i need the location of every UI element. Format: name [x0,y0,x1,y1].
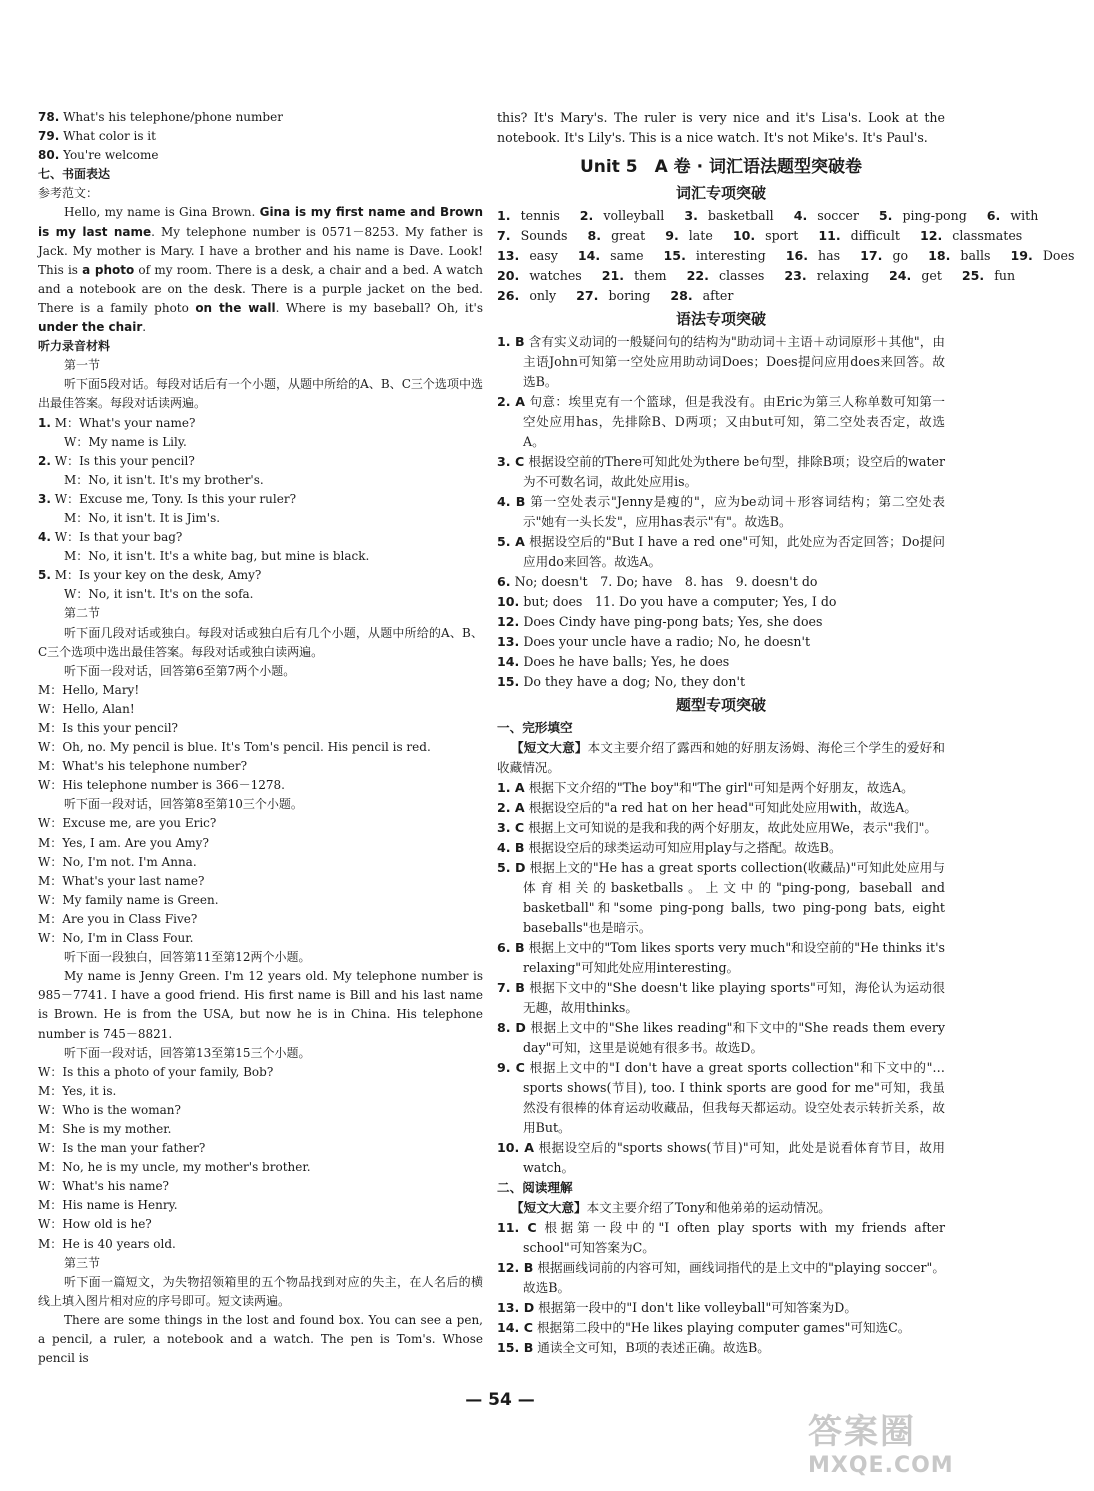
item-text: get [921,268,942,283]
cloze-item [497,838,945,858]
item-number: 7. [497,228,511,243]
item-number: 6. B [497,940,525,955]
item-number: 25. [961,268,985,283]
dialog-line: W：No, I'm in Class Four. [38,931,194,946]
grammar-item [497,332,945,392]
item-number: 9. [665,228,679,243]
item-text: 根据下文介绍的"The boy"和"The girl"可知是两个好朋友，故选A。 [524,780,914,795]
dialog-line: M：Yes, I am. Are you Amy? [38,835,209,850]
vocab-item [588,226,656,246]
dialog-line: M：No, it isn't. It is Jim's. [64,510,221,525]
item-text: watches [529,268,582,283]
item-text: after [702,288,734,303]
dialog-line: M：His name is Henry. [38,1198,178,1213]
essay-highlight: under the chair [38,320,143,335]
dialog-line: M：She is my mother. [38,1121,172,1136]
answer-item [38,146,483,165]
item-number: 4. B [497,840,525,855]
item-number: 28. [670,288,693,303]
vocab-item [733,226,809,246]
cloze-item [497,1018,945,1058]
dialog-line: W：Who is the woman? [38,1102,181,1117]
item-number: 5. [38,568,51,583]
item-text: great [611,228,646,243]
item-number: 80. [38,148,60,163]
dialog-line: W：No, it isn't. It's on the sofa. [64,587,254,602]
item-number: 5. D [497,860,526,875]
item-number: 9. C [497,1060,525,1075]
item-text: 根据设空后的"a red hat on her head"可知此处应用with，故选A。 [524,800,918,815]
cloze-item [497,798,945,818]
item-text: Does [1042,248,1075,263]
vocab-item [1011,246,1085,266]
item-number: 13. [497,634,520,649]
item-text: 根据第一段中的"I don't like volleyball"可知答案为D。 [534,1300,857,1315]
item-number: 79. [38,129,60,144]
item-text: relaxing [816,268,870,283]
item-number: 4. [793,208,808,223]
item-number: 3. C [497,820,525,835]
subsection-title: 第三节 [64,1255,101,1270]
watermark-logo [808,1404,988,1484]
item-text: classmates [952,228,1023,243]
dialog-line [38,414,483,433]
essay-text: . Where is my baseball? Oh, it's [275,300,483,315]
grammar-item [497,572,945,592]
grammar-item [497,392,945,452]
watermark-text: 答案圈 [808,1412,916,1452]
instructions: 听下面5段对话。每段对话后有一个小题，从题中所给的A、B、C三个选项中选出最佳答案。每段对话读两遍。 [38,377,483,411]
item-text: late [688,228,713,243]
vocab-item [786,246,850,266]
passage-text: There are some things in the lost and found box. You can see a pen, a pencil, a ruler, a notebook and a watch. The pen is Tom's. Whose pencil is [38,1312,483,1366]
item-text: Does Cindy have ping-pong bats; Yes, she does [519,614,823,629]
item-text: What color is it [59,129,156,144]
item-text: ping-pong [902,208,967,223]
dialog-line: W：What's his name? [38,1179,169,1194]
item-text: Do they have a dog; No, they don't [519,674,746,689]
dialog-line: M：No, he is my uncle, my mother's brother. [38,1160,311,1175]
instructions: 听下面一段对话，回答第6至第7两个小题。 [64,663,296,678]
cloze-item [497,1138,945,1178]
item-text: volleyball [603,208,665,223]
item-number: 15. B [497,1340,534,1355]
vocab-item [664,246,776,266]
item-number: 1. [497,208,511,223]
item-number: 2. A [497,800,525,815]
dialog-line: W：His telephone number is 366－1278. [38,778,285,793]
item-number: 20. [497,268,520,283]
summary-text: 本文主要介绍了Tony和他弟弟的运动情况。 [586,1200,831,1215]
item-text: but; does 11. Do you have a computer; Yes, I do [519,594,837,609]
item-text: W：Excuse me, Tony. Is this your ruler? [50,491,297,506]
essay-text: . My telephone number is 0571－8253. My father is Jack. My mother is Mary. I have a brother and his name is Dave. Look! This is [38,224,483,277]
instructions: 听下面一段对话，回答第8至第10三个小题。 [64,797,303,812]
item-text: You're welcome [59,148,159,163]
vocab-item [576,286,660,306]
item-number: 7. B [497,980,525,995]
item-text: balls [960,248,991,263]
grammar-item [497,672,945,692]
item-text: sport [765,228,799,243]
item-text: 根据画线词前的内容可知，画线词指代的是上文中的"playing soccer"。故选B。 [523,1260,945,1295]
essay-text: of my room. There is a desk, a chair and a bed. A watch and a notebook are on the desk. There is a purple jacket on the bed. There is a family photo [38,262,484,315]
grammar-item [497,532,945,572]
item-number: 4. B [497,494,526,509]
instructions: 听下面一段独白，回答第11至第12两个小题。 [64,950,311,965]
vocab-item [794,206,869,226]
dialog-line: W：No, I'm not. I'm Anna. [38,854,197,869]
item-number: 16. [785,248,809,263]
dialog-line: M：Hello, Mary! [38,682,140,697]
item-number: 8. [587,228,602,243]
item-text: 根据上文可知说的是我和我的两个好朋友，故此处应用We，表示"我们"。 [524,820,937,835]
item-text: classes [718,268,765,283]
item-number: 10. A [497,1140,534,1155]
item-text: 通读全文可知，B项的表述正确。故选B。 [533,1340,770,1355]
dialog-line [38,566,483,585]
item-text: 根据上文的"He has a great sports collection(收藏品)"可知此处应用与体育相关的basketballs。上文中的"ping-pong, baseball and basketball"和"some ping-pong balls, two ping-pong bats, eight baseballs"也是暗示。 [523,860,945,935]
item-number: 18. [928,248,951,263]
item-number: 21. [601,268,625,283]
item-number: 1. A [497,780,525,795]
vocab-item [684,206,783,226]
page-number: — 54 — [465,1390,535,1410]
vocab-item [665,226,723,246]
item-text: W：Is this your pencil? [50,453,195,468]
summary-label: 【短文大意】 [511,740,588,755]
vocab-item [962,266,1025,286]
item-number: 17. [860,248,883,263]
essay-highlight: a photo [82,262,135,277]
item-text: same [610,248,644,263]
item-text: 根据第一段中的"I often play sports with my friends after school"可知答案为C。 [523,1220,946,1255]
grammar-item [497,452,945,492]
cloze-item [497,778,945,798]
vocab-row [497,266,1016,286]
subsection-title: 第一节 [64,358,101,373]
vocab-item [784,266,879,286]
item-number: 8. D [497,1020,526,1035]
essay-highlight: Gina is my first name and Brown is my last name [38,205,483,239]
item-number: 12. [497,614,520,629]
dialog-line: M：He is 40 years old. [38,1236,176,1251]
dialog-line: W：Is the man your father? [38,1141,206,1156]
summary-label: 【短文大意】 [511,1200,587,1215]
grammar-item [497,492,945,532]
item-number: 13. [497,248,520,263]
item-text: 根据设空前的There可知此处为there be句型，排除B项；设空后的water为不可数名词，故此处应用is。 [523,454,945,489]
item-number: 19. [1010,248,1033,263]
item-number: 5. [878,208,893,223]
item-text: 根据第二段中的"He likes playing computer games"可知选C。 [532,1320,911,1335]
dialog-line: M：No, it isn't. It's my brother's. [64,472,264,487]
item-number: 78. [38,110,60,124]
vocab-item [497,226,578,246]
section-title: 语法专项突破 [675,310,766,328]
item-text: soccer [817,208,859,223]
item-text: go [892,248,909,263]
left-column [38,108,483,1368]
dialog-line: W：My family name is Green. [38,892,219,907]
vocab-item [818,226,910,246]
reading-item [497,1298,945,1318]
vocab-item [580,206,675,226]
vocab-item [920,226,1032,246]
summary [497,1198,945,1218]
summary [497,738,945,778]
item-text: boring [608,288,651,303]
item-text: 含有实义动词的一般疑问句的结构为"助动词＋主语＋动词原形＋其他"，由主语John可知第一空处应用助动词Does；Does提问应用does来回答。故选B。 [523,334,946,389]
vocab-item [889,266,952,286]
item-text: What's his telephone/phone number [59,110,283,124]
dialog-line: W：My name is Lily. [64,434,187,449]
dialog-line: M：Are you in Class Five? [38,911,198,926]
item-number: 5. A [497,534,525,549]
grammar-item [497,652,945,672]
vocab-item [670,286,743,306]
item-text: fun [994,268,1016,283]
item-number: 26. [497,288,520,303]
item-number: 11. [818,228,841,243]
section-title: 题型专项突破 [675,696,766,714]
item-number: 1. [38,415,51,430]
cloze-item [497,858,945,938]
grammar-item [497,632,945,652]
dialog-line: M：Yes, it is. [38,1083,117,1098]
dialog-line [38,452,483,471]
grammar-item [497,592,945,612]
vocab-item [879,206,977,226]
cloze-item [497,938,945,978]
answer-item [38,108,483,127]
item-text: M：Is your key on the desk, Amy? [50,568,262,583]
vocab-item [578,246,654,266]
item-number: 14. C [497,1320,533,1335]
instructions: 听下面几段对话或独白。每段对话或独白后有几个小题，从题中所给的A、B、C三个选项中选出最佳答案。每段对话或独白读两遍。 [38,625,483,659]
item-number: 12. B [497,1260,534,1275]
item-number: 3. [684,208,698,223]
item-number: 2. [579,208,594,223]
reading-item [497,1258,945,1298]
item-text: difficult [850,228,900,243]
instructions: 听下面一篇短文，为失物招领箱里的五个物品找到对应的失主，在人名后的横线上填入图片相对应的序号即可。短文读两遍。 [38,1274,483,1308]
item-number: 15. [663,248,686,263]
dialog-line [38,528,483,547]
item-number: 23. [784,268,807,283]
essay-text: . [142,320,147,335]
item-number: 14. [497,654,520,669]
essay-paragraph [38,203,483,337]
sample-label: 参考范文： [38,186,99,201]
item-number: 3. [38,491,51,506]
vocab-row [497,206,1039,226]
item-text: with [1010,208,1039,223]
item-number: 15. [497,674,520,689]
right-column [497,108,1075,1358]
dialog-line: M：What's your last name? [38,873,205,888]
vocab-row [497,246,1075,266]
item-text: 根据上文中的"I don't have a great sports collection"和下文中的"… sports shows(节目), too. I think sports are good for me"可知，我虽然没有很棒的体育运动收藏品，但我每天都运动。设空处表示转折关系，故用But。 [523,1060,945,1135]
item-text: 根据设空后的"sports shows(节目)"可知，此处是说看体育节目，故用watch。 [523,1140,946,1175]
item-number: 1. B [497,334,525,349]
item-text: 根据上文中的"Tom likes sports very much"和设空前的"He thinks it's relaxing"可知此处应用interesting。 [523,940,946,975]
item-text: interesting [695,248,766,263]
item-text: Does he have balls; Yes, he does [519,654,730,669]
item-number: 2. A [497,394,526,409]
item-text: No; doesn't 7. Do; have 8. has 9. doesn't do [510,574,818,589]
item-number: 27. [576,288,599,303]
item-text: 句意：埃里克有一个篮球，但是我没有。由Eric为第三人称单数可知第一空处应用has，先排除B、D两项；又由but可知，第二空处表否定，故选A。 [523,394,945,449]
cloze-item [497,1058,945,1138]
item-text: 根据设空后的"But I have a red one"可知，此处应为否定回答；Do提问应用do来回答。故选A。 [523,534,946,569]
vocab-item [928,246,1000,266]
item-text: basketball [707,208,774,223]
dialog-line: W：How old is he? [38,1217,152,1232]
section-heading: 一、完形填空 [497,720,573,735]
item-number: 6. [497,574,511,589]
unit-title: Unit 5 A 卷 · 词汇语法题型突破卷 [580,157,862,177]
summary-text: 本文主要介绍了露西和她的好朋友汤姆、海伦三个学生的爱好和收藏情况。 [497,740,946,775]
reading-item [497,1318,945,1338]
monologue-text: My name is Jenny Green. I'm 12 years old. My telephone number is 985－7741. I have a good friend. His first name is Bill and his last name is Brown. He is from the USA, but now he is in China. His telephone number is 745－8821. [38,969,483,1041]
vocab-item [497,286,566,306]
vocab-item [860,246,918,266]
vocab-item [497,266,592,286]
item-number: 14. [577,248,601,263]
item-text: 第一空处表示"Jenny是瘦的"，应为be动词＋形容词结构；第二空处表示"她有一头长发"，应用has表示"有"。故选B。 [523,494,945,529]
item-text: Sounds [520,228,568,243]
item-number: 12. [919,228,943,243]
dialog-line: W：Excuse me, are you Eric? [38,816,217,831]
item-number: 10. [497,594,520,609]
item-text: 根据上文中的"She likes reading"和下文中的"She reads them every day"可知，这里是说她有很多书。故选D。 [523,1020,945,1055]
grammar-item [497,612,945,632]
item-text: Does your uncle have a radio; No, he doesn't [519,634,811,649]
item-number: 4. [38,530,51,545]
item-number: 22. [686,268,709,283]
dialog-line [38,490,483,509]
item-text: them [634,268,667,283]
essay-text: Hello, my name is Gina Brown. [64,205,260,220]
item-text: easy [529,248,558,263]
item-number: 3. C [497,454,525,469]
item-text: tennis [520,208,560,223]
reading-item [497,1218,945,1258]
dialog-line: W：Oh, no. My pencil is blue. It's Tom's pencil. His pencil is red. [38,740,431,755]
vocab-item [602,266,677,286]
vocab-row [497,226,1023,246]
section-heading: 七、书面表达 [38,167,111,182]
vocab-item [687,266,775,286]
item-text: 根据设空后的球类运动可知应用play与之搭配。故选B。 [524,840,842,855]
item-text: 根据下文中的"She doesn't like playing sports"可知，海伦认为运动很无趣，故用thinks。 [523,980,945,1015]
section-title: 词汇专项突破 [675,184,766,202]
section-heading: 二、阅读理解 [497,1180,573,1195]
subsection-title: 第二节 [64,606,101,621]
answer-item [38,127,483,146]
section-heading: 听力录音材料 [38,339,111,354]
item-number: 13. D [497,1300,535,1315]
item-number: 10. [732,228,756,243]
item-text: only [529,288,557,303]
vocab-item [497,246,568,266]
dialog-line: W：Is this a photo of your family, Bob? [38,1064,274,1079]
dialog-line: W：Hello, Alan! [38,701,135,716]
watermark-url: MXQE.COM [808,1453,954,1478]
item-text: M：What's your name? [50,415,196,430]
item-text: W：Is that your bag? [50,530,183,545]
vocab-item [497,206,570,226]
vocab-row [497,286,945,306]
dialog-line: M：Is this your pencil? [38,721,178,735]
dialog-line: M：No, it isn't. It's a white bag, but mine is black. [64,549,370,564]
instructions: 听下面一段对话，回答第13至第15三个小题。 [64,1045,311,1060]
item-number: 11. C [497,1220,537,1235]
reading-item [497,1338,945,1358]
passage-text: this? It's Mary's. The ruler is very nice and it's Lisa's. Look at the notebook. It's Lily's. This is a nice watch. It's not Mike's. It's Paul's. [497,110,945,145]
cloze-item [497,978,945,1018]
item-number: 2. [38,453,51,468]
item-number: 24. [889,268,912,283]
vocab-item [987,206,1049,226]
essay-highlight: on the wall [195,300,276,315]
item-text: has [818,248,841,263]
item-number: 6. [986,208,1001,223]
cloze-item [497,818,945,838]
dialog-line: M：What's his telephone number? [38,759,248,774]
